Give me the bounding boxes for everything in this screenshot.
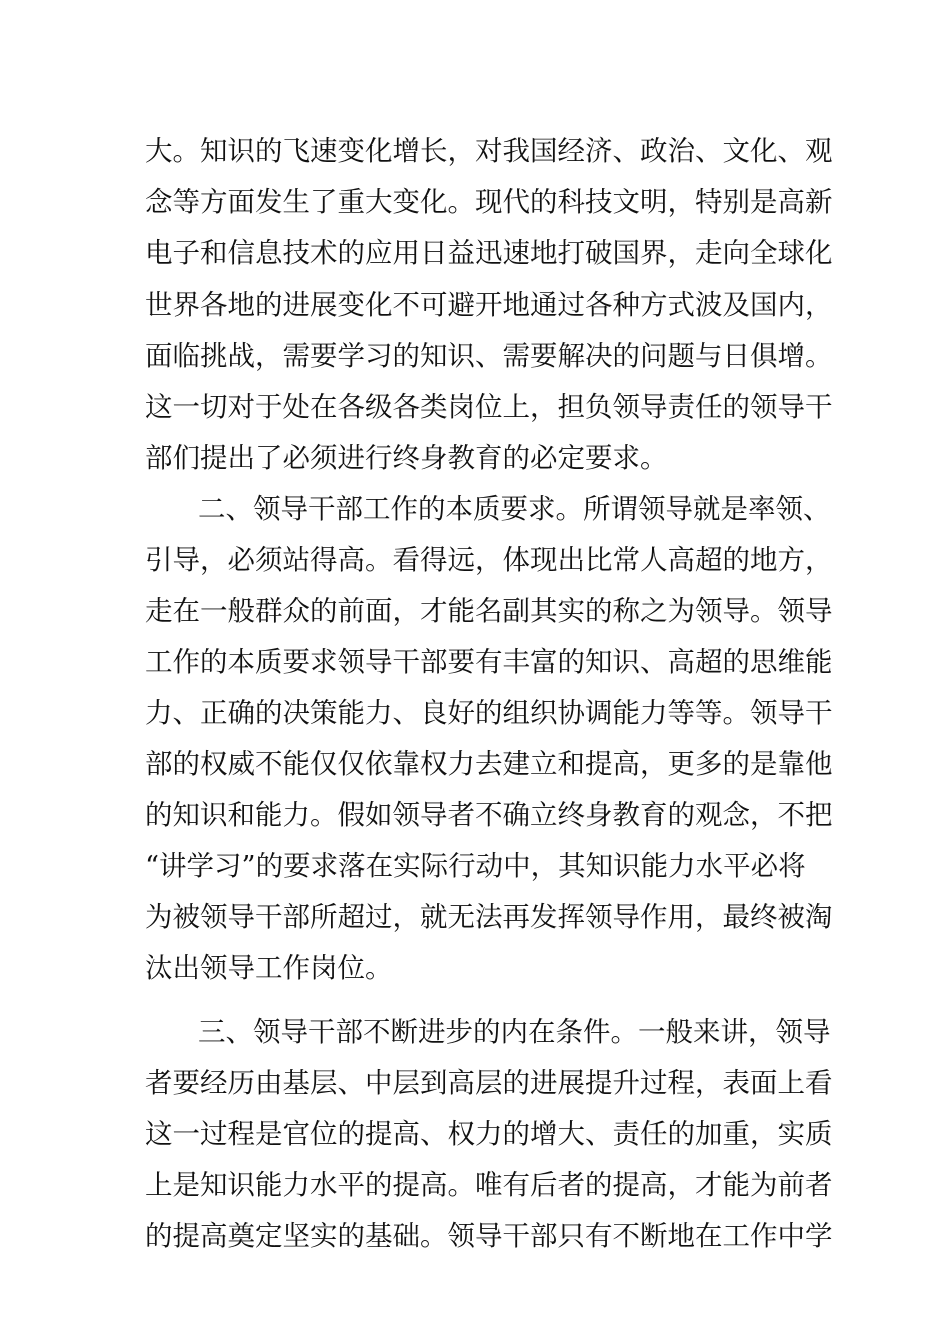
body-text-line: 力、正确的决策能力、良好的组织协调能力等等。领导干 bbox=[145, 697, 833, 729]
body-text-line: 的提高奠定坚实的基础。领导干部只有不断地在工作中学 bbox=[145, 1220, 833, 1252]
body-text-line: 大。知识的飞速变化增长，对我国经济、政治、文化、观 bbox=[145, 135, 833, 167]
body-text-line: 走在一般群众的前面，才能名副其实的称之为领导。领导 bbox=[145, 595, 833, 627]
body-text-line: 为被领导干部所超过，就无法再发挥领导作用，最终被淘 bbox=[145, 901, 833, 933]
body-text-line: 部们提出了必须进行终身教育的必定要求。 bbox=[145, 442, 668, 474]
body-text-line: 面临挑战，需要学习的知识、需要解决的问题与日俱增。 bbox=[145, 340, 833, 372]
body-text-line: 引导，必须站得高。看得远，体现出比常人高超的地方， bbox=[145, 544, 833, 576]
body-text-line: 世界各地的进展变化不可避开地通过各种方式波及国内， bbox=[145, 289, 833, 321]
paragraph-heading-line: 二、领导干部工作的本质要求。所谓领导就是率领、 bbox=[198, 493, 831, 525]
body-text-line: 者要经历由基层、中层到高层的进展提升过程，表面上看 bbox=[145, 1067, 833, 1099]
body-text-line: 的知识和能力。假如领导者不确立终身教育的观念，不把 bbox=[145, 799, 833, 831]
body-text-line: 上是知识能力水平的提高。唯有后者的提高，才能为前者 bbox=[145, 1169, 833, 1201]
body-text-line: 工作的本质要求领导干部要有丰富的知识、高超的思维能 bbox=[145, 646, 833, 678]
body-text-line: 这一过程是官位的提高、权力的增大、责任的加重，实质 bbox=[145, 1118, 833, 1150]
body-text-line: 汰出领导工作岗位。 bbox=[145, 952, 393, 984]
body-text-line: 念等方面发生了重大变化。现代的科技文明，特别是高新 bbox=[145, 186, 833, 218]
body-text-line: 电子和信息技术的应用日益迅速地打破国界，走向全球化 bbox=[145, 237, 833, 269]
body-text-line: 部的权威不能仅仅依靠权力去建立和提高，更多的是靠他 bbox=[145, 748, 833, 780]
paragraph-heading-line: 三、领导干部不断进步的内在条件。一般来讲，领导 bbox=[198, 1016, 831, 1048]
body-text-line: “讲学习”的要求落在实际行动中，其知识能力水平必将 bbox=[145, 850, 806, 882]
body-text-line: 这一切对于处在各级各类岗位上，担负领导责任的领导干 bbox=[145, 391, 833, 423]
